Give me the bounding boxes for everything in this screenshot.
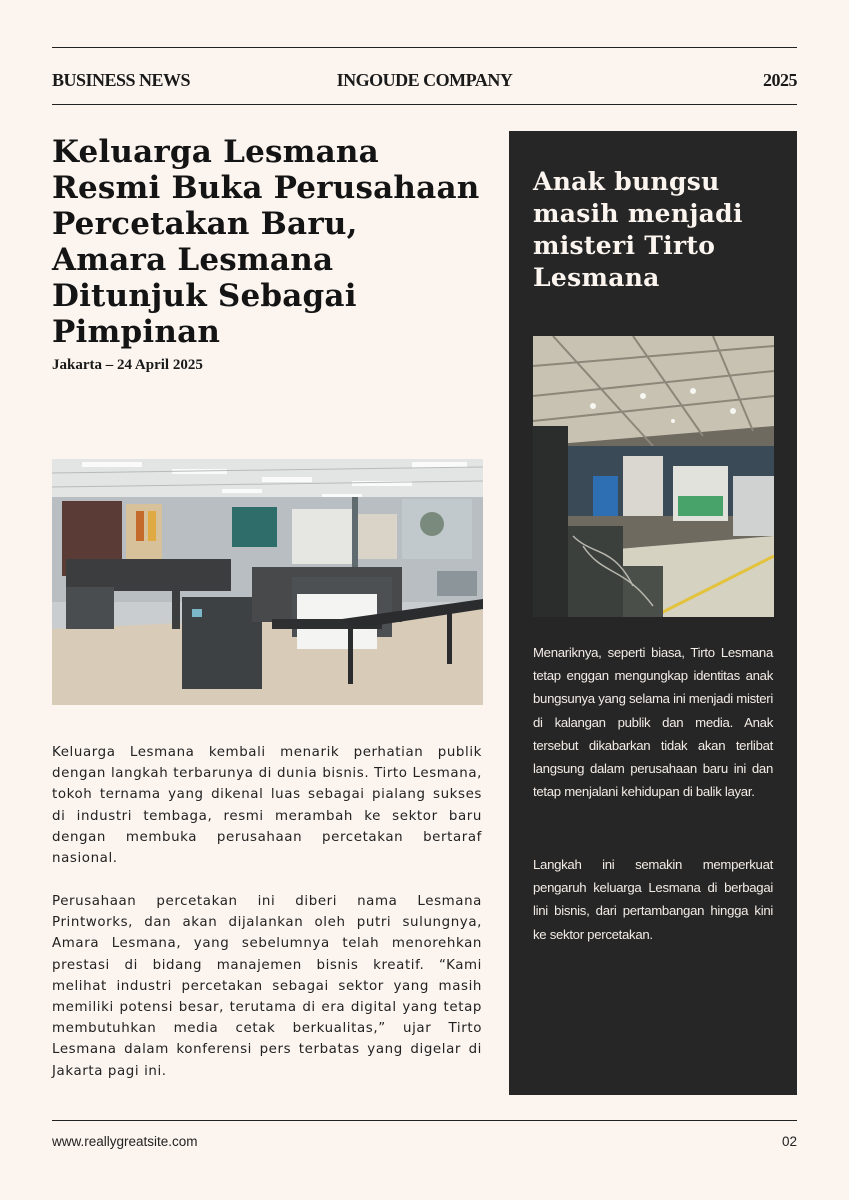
sidebar-panel — [509, 131, 797, 1095]
sidebar-title: Anak bungsu masih menjadi misteri Tirto Lesmana — [533, 167, 743, 292]
factory-floor-photo — [533, 336, 774, 617]
publication-name: INGOUDE COMPANY — [336, 70, 513, 90]
sidebar-paragraph-1: Menariknya, seperti biasa, Tirto Lesmana tetap enggan mengungkap identitas anak bungsunya yang selama ini menjadi misteri di kalangan publik dan media. Anak tersebut dikabarkan tidak akan terlibat langsung dalam perusahaan baru ini dan tetap menjalani kehidupan di balik layar. — [533, 645, 773, 800]
issue-year: 2025 — [763, 70, 797, 90]
footer-website-link[interactable]: www.reallygreatsite.com — [52, 1134, 198, 1149]
printing-room-photo — [52, 459, 483, 705]
masthead-bottom-rule — [52, 104, 797, 105]
footer-rule — [52, 1120, 797, 1121]
masthead-top-rule — [52, 47, 797, 48]
masthead — [52, 70, 797, 96]
article-paragraph-2: Perusahaan percetakan ini diberi nama Lesmana Printworks, dan akan dijalankan oleh putri sulungnya, Amara Lesmana, yang sebelumnya telah menorehkan prestasi di bidang manajemen bisnis kreatif. “Kami melihat industri percetakan sebagai sektor yang masih memiliki potensi besar, terutama di era digital yang tetap membutuhkan media cetak berkualitas,” ujar Tirto Lesmana dalam konferensi pers terbatas yang digelar di Jakarta pagi ini. — [52, 894, 482, 1079]
article-paragraph-1: Keluarga Lesmana kembali menarik perhatian publik dengan langkah terbarunya di dunia bisnis. Tirto Lesmana, tokoh ternama yang dikenal luas sebagai pialang sukses di industri tembaga, resmi merambah ke sektor baru dengan membuka perusahaan percetakan bertaraf nasional. — [52, 745, 482, 867]
article-dateline: Jakarta – 24 April 2025 — [52, 357, 203, 373]
article-headline: Keluarga Lesmana Resmi Buka Perusahaan Percetakan Baru, Amara Lesmana Ditunjuk Sebagai Pimpinan — [52, 134, 480, 350]
sidebar-paragraph-2: Langkah ini semakin memperkuat pengaruh keluarga Lesmana di berbagai lini bisnis, dari pertambangan hingga kini ke sektor percetakan. — [533, 857, 773, 942]
section-label: BUSINESS NEWS — [52, 70, 191, 90]
page-number: 02 — [781, 1134, 797, 1149]
